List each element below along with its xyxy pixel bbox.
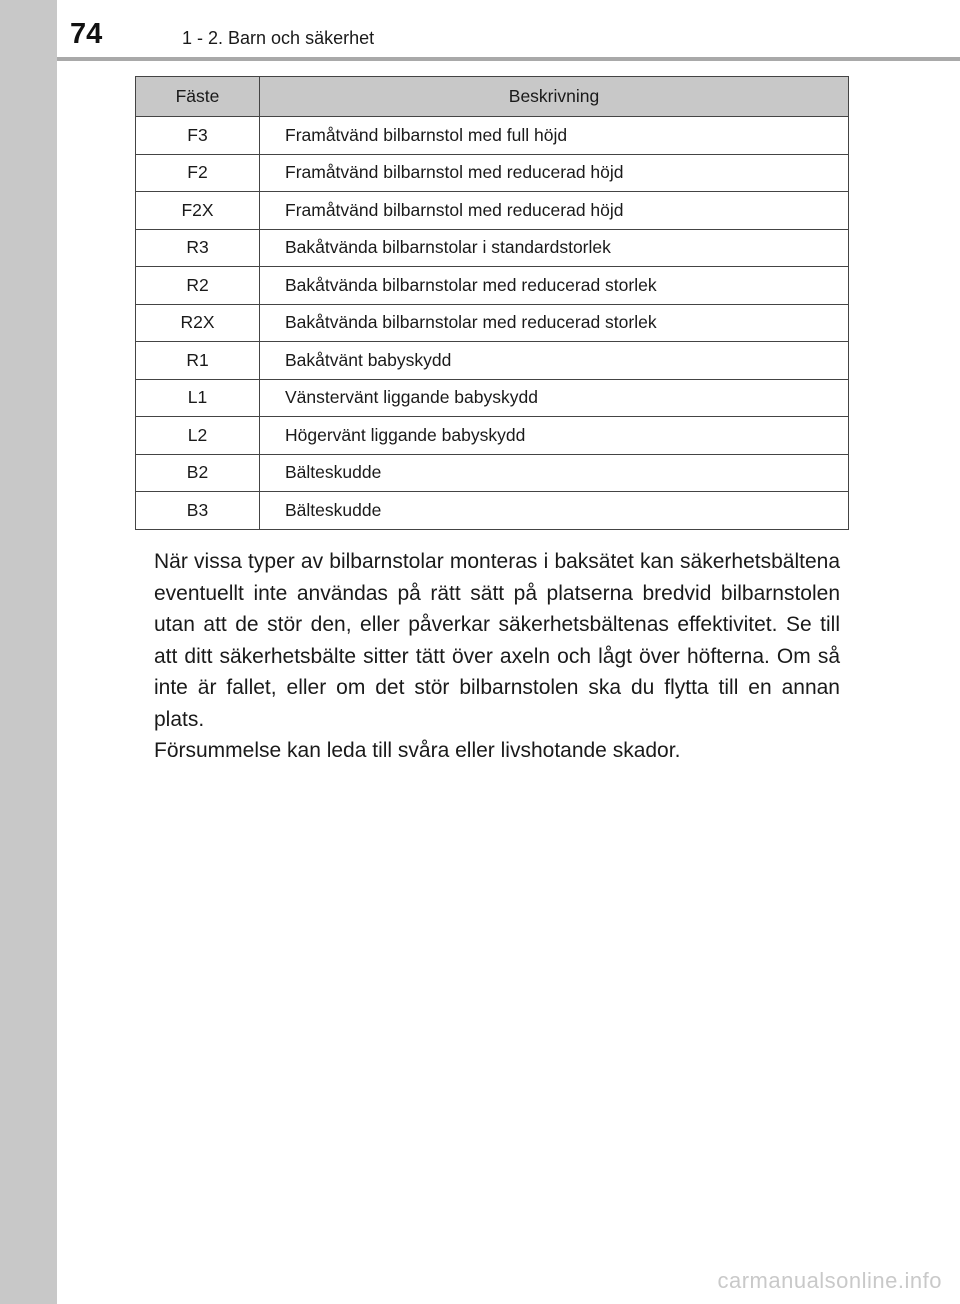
table-row (136, 417, 849, 455)
row-code: R2 (136, 267, 260, 305)
body-text (154, 546, 840, 767)
page-number: 74 (70, 18, 103, 50)
attachment-table-container (135, 76, 848, 530)
row-description: Högervänt liggande babyskydd (260, 417, 849, 455)
table-row (136, 192, 849, 230)
row-code: F2X (136, 192, 260, 230)
warning-paragraph: När vissa typer av bilbarnstolar monteras i baksätet kan säkerhetsbältena eventuellt inte användas på rätt sätt på platserna bredvid bilbarnstolen utan att de stör den, eller påverkar säkerhetsbältenas effektivitet. Se till att ditt säkerhetsbälte sitter tätt över axeln och lågt över höfterna. Om så inte är fallet, eller om det stör bilbarnstolen ska du flytta till en annan plats. (154, 550, 840, 731)
row-code: F2 (136, 154, 260, 192)
attachment-table (135, 76, 849, 530)
row-code: R1 (136, 342, 260, 380)
row-description: Vänstervänt liggande babyskydd (260, 379, 849, 417)
row-code: B2 (136, 454, 260, 492)
row-description: Bälteskudde (260, 492, 849, 530)
table-row (136, 304, 849, 342)
table-row (136, 379, 849, 417)
row-description: Framåtvänd bilbarnstol med reducerad höjd (260, 154, 849, 192)
row-code: B3 (136, 492, 260, 530)
table-row (136, 117, 849, 155)
watermark-text: carmanualsonline.info (717, 1268, 942, 1293)
table-header-row (136, 77, 849, 117)
row-description: Bälteskudde (260, 454, 849, 492)
row-description: Framåtvänd bilbarnstol med reducerad höjd (260, 192, 849, 230)
row-description: Bakåtvänt babyskydd (260, 342, 849, 380)
section-title: 1 - 2. Barn och säkerhet (182, 28, 375, 48)
column-header-beskrivning: Beskrivning (260, 77, 849, 117)
row-code: R2X (136, 304, 260, 342)
row-description: Bakåtvända bilbarnstolar med reducerad storlek (260, 267, 849, 305)
row-description: Framåtvänd bilbarnstol med full höjd (260, 117, 849, 155)
row-code: L1 (136, 379, 260, 417)
table-row (136, 154, 849, 192)
row-description: Bakåtvända bilbarnstolar med reducerad storlek (260, 304, 849, 342)
table-row (136, 492, 849, 530)
row-code: L2 (136, 417, 260, 455)
table-row (136, 342, 849, 380)
row-description: Bakåtvända bilbarnstolar i standardstorlek (260, 229, 849, 267)
header-divider (57, 57, 960, 61)
table-row (136, 454, 849, 492)
row-code: F3 (136, 117, 260, 155)
column-header-faste: Fäste (136, 77, 260, 117)
consequence-paragraph: Försummelse kan leda till svåra eller livshotande skador. (154, 739, 681, 762)
side-margin-strip (0, 0, 57, 1304)
table-row (136, 229, 849, 267)
table-row (136, 267, 849, 305)
row-code: R3 (136, 229, 260, 267)
